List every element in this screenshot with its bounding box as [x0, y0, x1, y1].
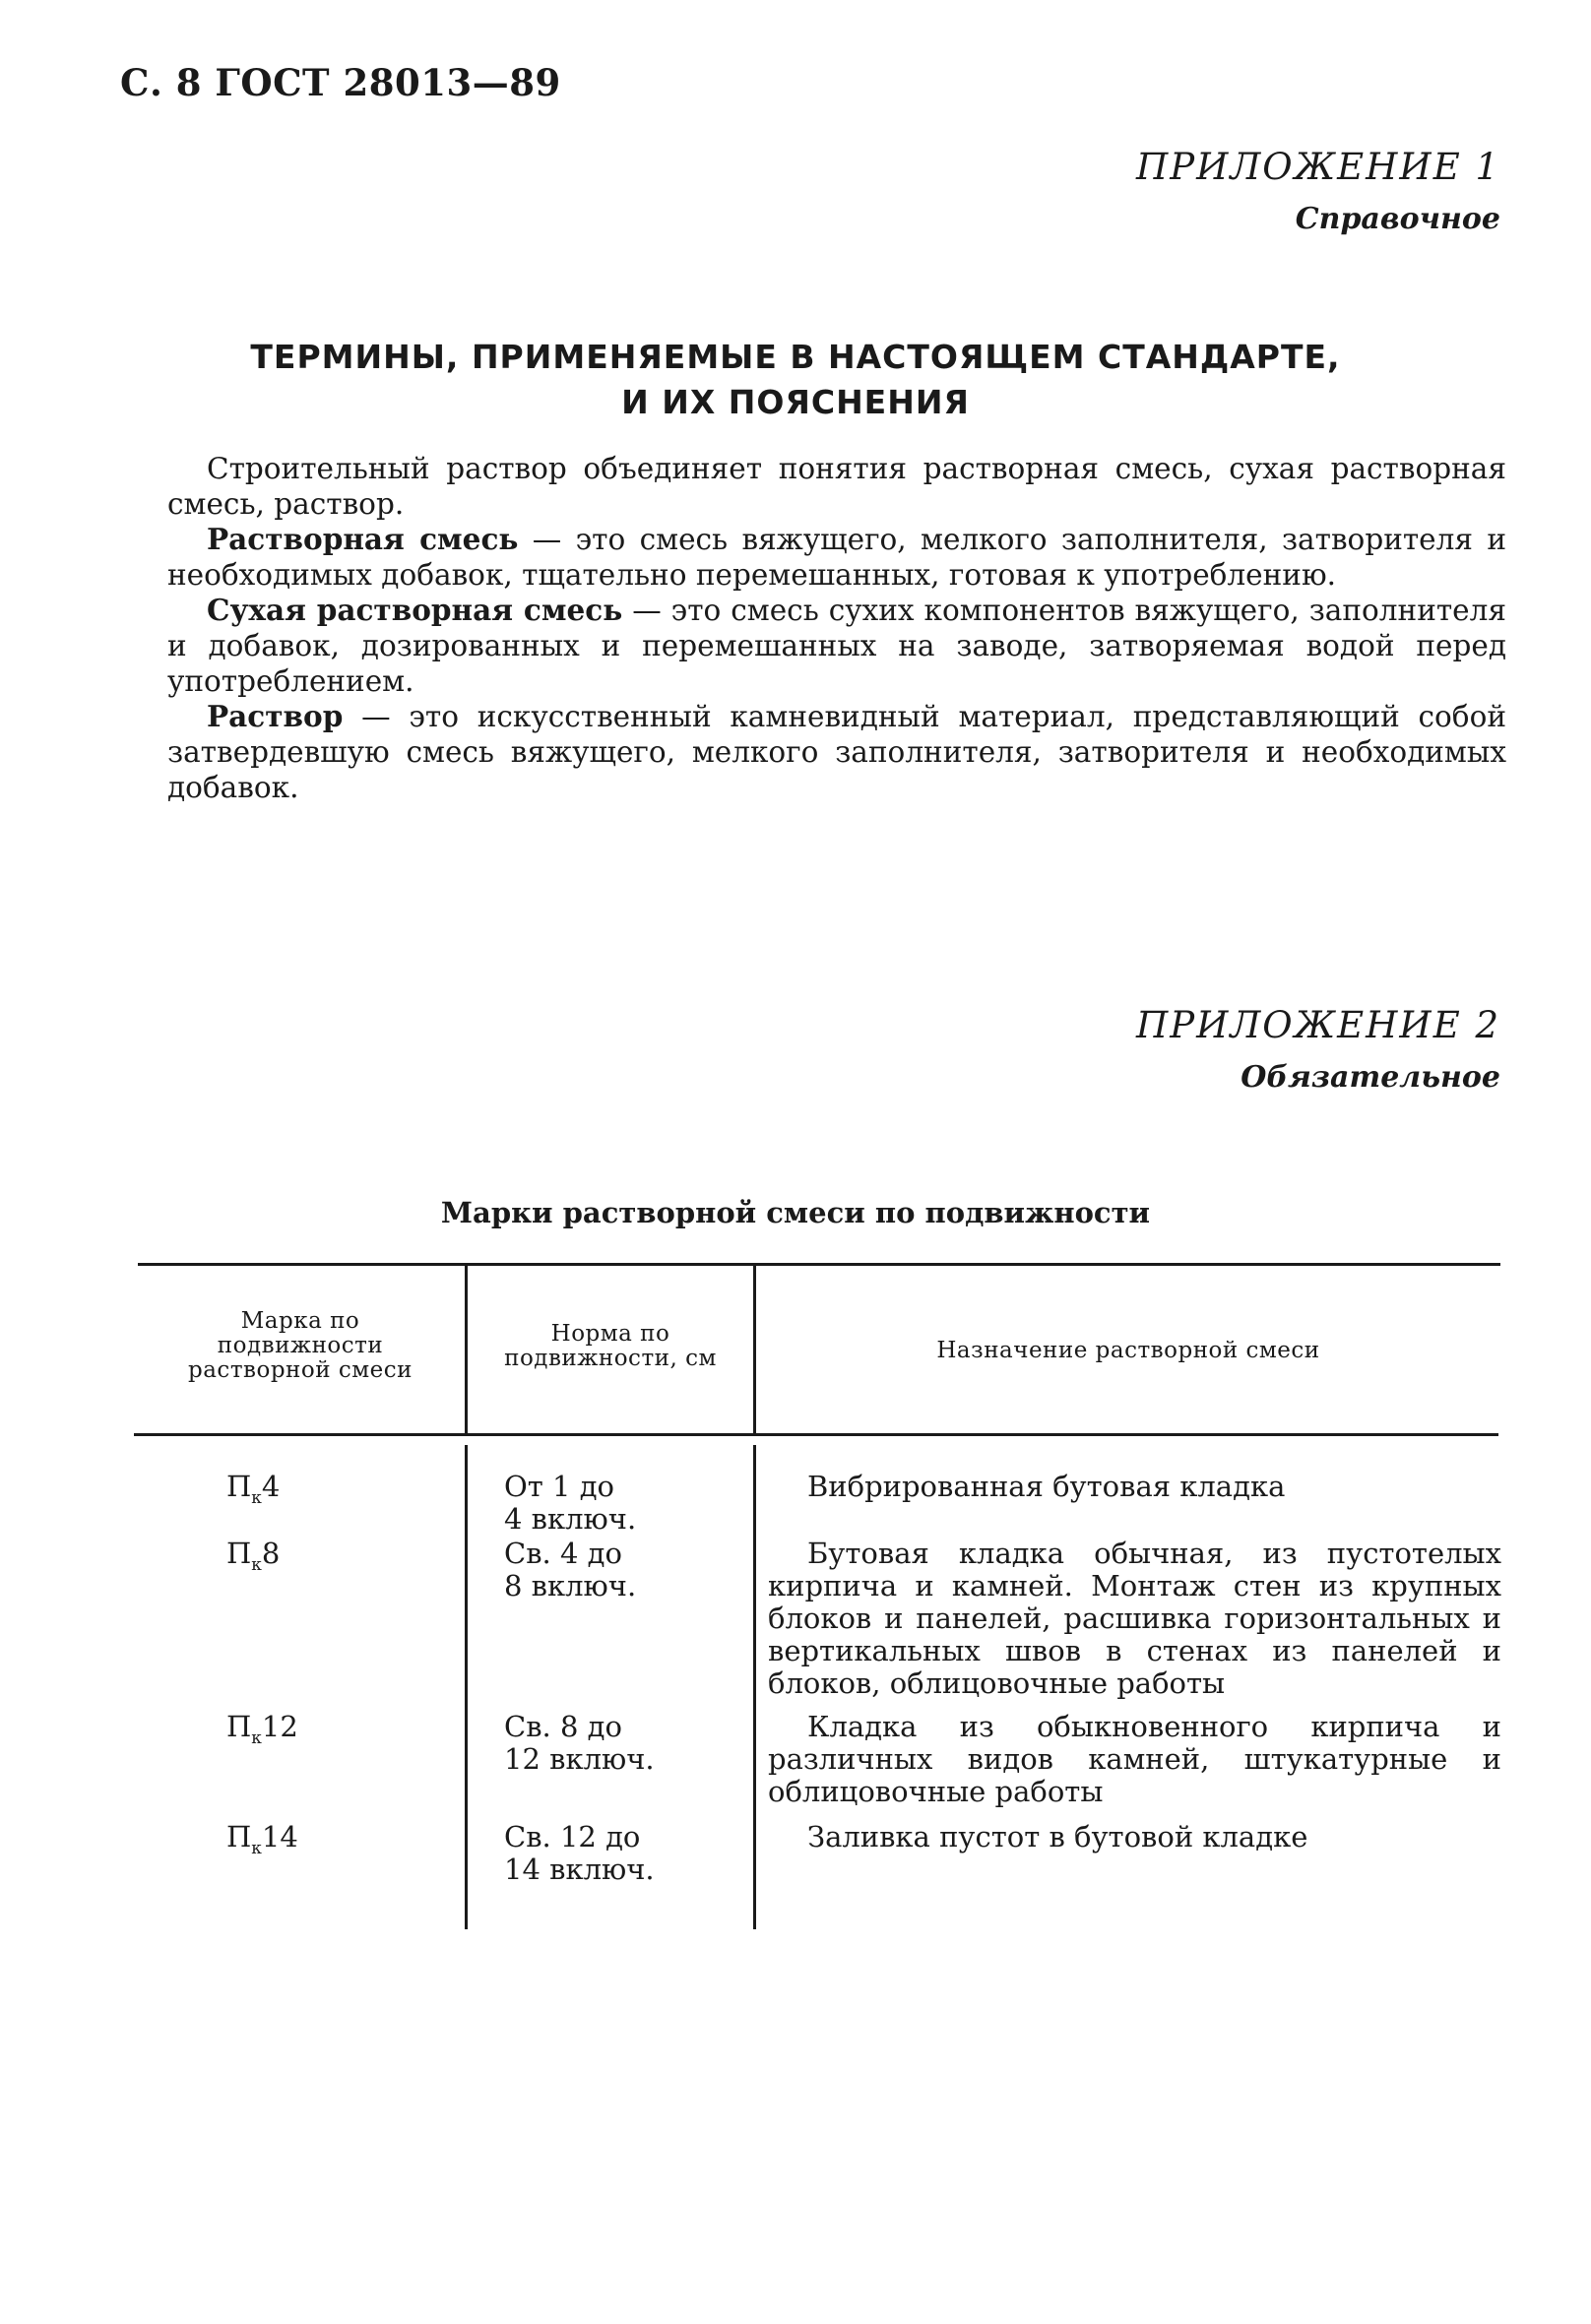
term-name: Раствор	[207, 699, 344, 733]
table-row-norm: Св. 4 до 8 включ.	[504, 1537, 637, 1602]
term-paragraph	[167, 522, 1506, 593]
header-line: подвижности, см	[504, 1346, 717, 1371]
appendix-1-kind: Справочное	[1295, 202, 1500, 236]
table-row-mark: $П_к14$	[226, 1820, 298, 1858]
table-row-norm: Св. 12 до 14 включ.	[504, 1820, 655, 1886]
term-definition: — это смесь сухих компонентов вяжущего, заполнителя и добавок, дозированных и перемешанных на заводе, затворяемая водой перед употреблением.	[167, 594, 1506, 698]
table-row-norm: От 1 до 4 включ.	[504, 1470, 637, 1536]
appendix-1-label-block	[1136, 146, 1500, 236]
header-line: Назначение растворной смеси	[936, 1338, 1320, 1363]
header-line: растворной смеси	[188, 1357, 413, 1383]
table-header-rule	[134, 1433, 1498, 1436]
column-header-norm	[469, 1322, 752, 1371]
header-line: Марка по	[240, 1308, 360, 1334]
page-header: С. 8 ГОСТ 28013—89	[120, 61, 561, 104]
table-top-rule	[138, 1263, 1500, 1266]
appendix-2-number: ПРИЛОЖЕНИЕ 2	[1135, 1004, 1500, 1046]
header-line: Норма по	[550, 1321, 670, 1347]
column-header-purpose	[758, 1339, 1498, 1363]
table-row-purpose: Кладка из обыкновенного кирпича и различных видов камней, штукатурные и облицовочные работы	[768, 1710, 1501, 1808]
table-row-norm: Св. 8 до 12 включ.	[504, 1710, 655, 1776]
table-row-mark: $П_к12$	[226, 1710, 298, 1748]
terms-intro: Строительный раствор объединяет понятия растворная смесь, сухая растворная смесь, раствор.	[167, 452, 1506, 521]
table-row-purpose: Заливка пустот в бутовой кладке	[807, 1820, 1308, 1853]
term-name: Сухая растворная смесь	[207, 593, 623, 627]
table-row-mark: $П_к4$	[226, 1470, 281, 1508]
appendix-2-label-block	[1136, 1004, 1500, 1095]
table-column-divider	[753, 1445, 756, 1929]
column-header-mark	[138, 1309, 463, 1383]
terms-section-title	[0, 335, 1591, 425]
terms-title-line-1: ТЕРМИНЫ, ПРИМЕНЯЕМЫЕ В НАСТОЯЩЕМ СТАНДАРТЕ,	[250, 338, 1341, 376]
appendix-2-kind: Обязательное	[1241, 1060, 1500, 1095]
table-row-purpose: Вибрированная бутовая кладка	[807, 1470, 1286, 1503]
terms-title-line-2: И ИХ ПОЯСНЕНИЯ	[621, 383, 970, 421]
term-definition: — это искусственный камневидный материал, представляющий собой затвердевшую смесь вяжущего, мелкого заполнителя, затворителя и необходимых добавок.	[167, 700, 1506, 804]
appendix-1-number: ПРИЛОЖЕНИЕ 1	[1135, 146, 1500, 188]
table-row-mark: $П_к8$	[226, 1537, 281, 1575]
table-column-divider	[753, 1266, 756, 1433]
term-paragraph	[167, 699, 1506, 805]
term-paragraph	[167, 593, 1506, 699]
header-line: подвижности	[217, 1333, 384, 1358]
table-row-purpose: Бутовая кладка обычная, из пустотелых кирпича и камней. Монтаж стен из крупных блоков и панелей, расшивка горизонтальных и вертикальных швов в стенах из панелей и блоков, облицовочные работы	[768, 1537, 1501, 1700]
table-column-divider	[465, 1266, 468, 1433]
term-name: Растворная смесь	[207, 522, 519, 556]
table-column-divider	[465, 1445, 468, 1929]
table-title: Марки растворной смеси по подвижности	[440, 1196, 1151, 1229]
term-definition: — это смесь вяжущего, мелкого заполнителя, затворителя и необходимых добавок, тщательно перемешанных, готовая к употреблению.	[167, 523, 1507, 592]
terms-body	[167, 451, 1506, 805]
